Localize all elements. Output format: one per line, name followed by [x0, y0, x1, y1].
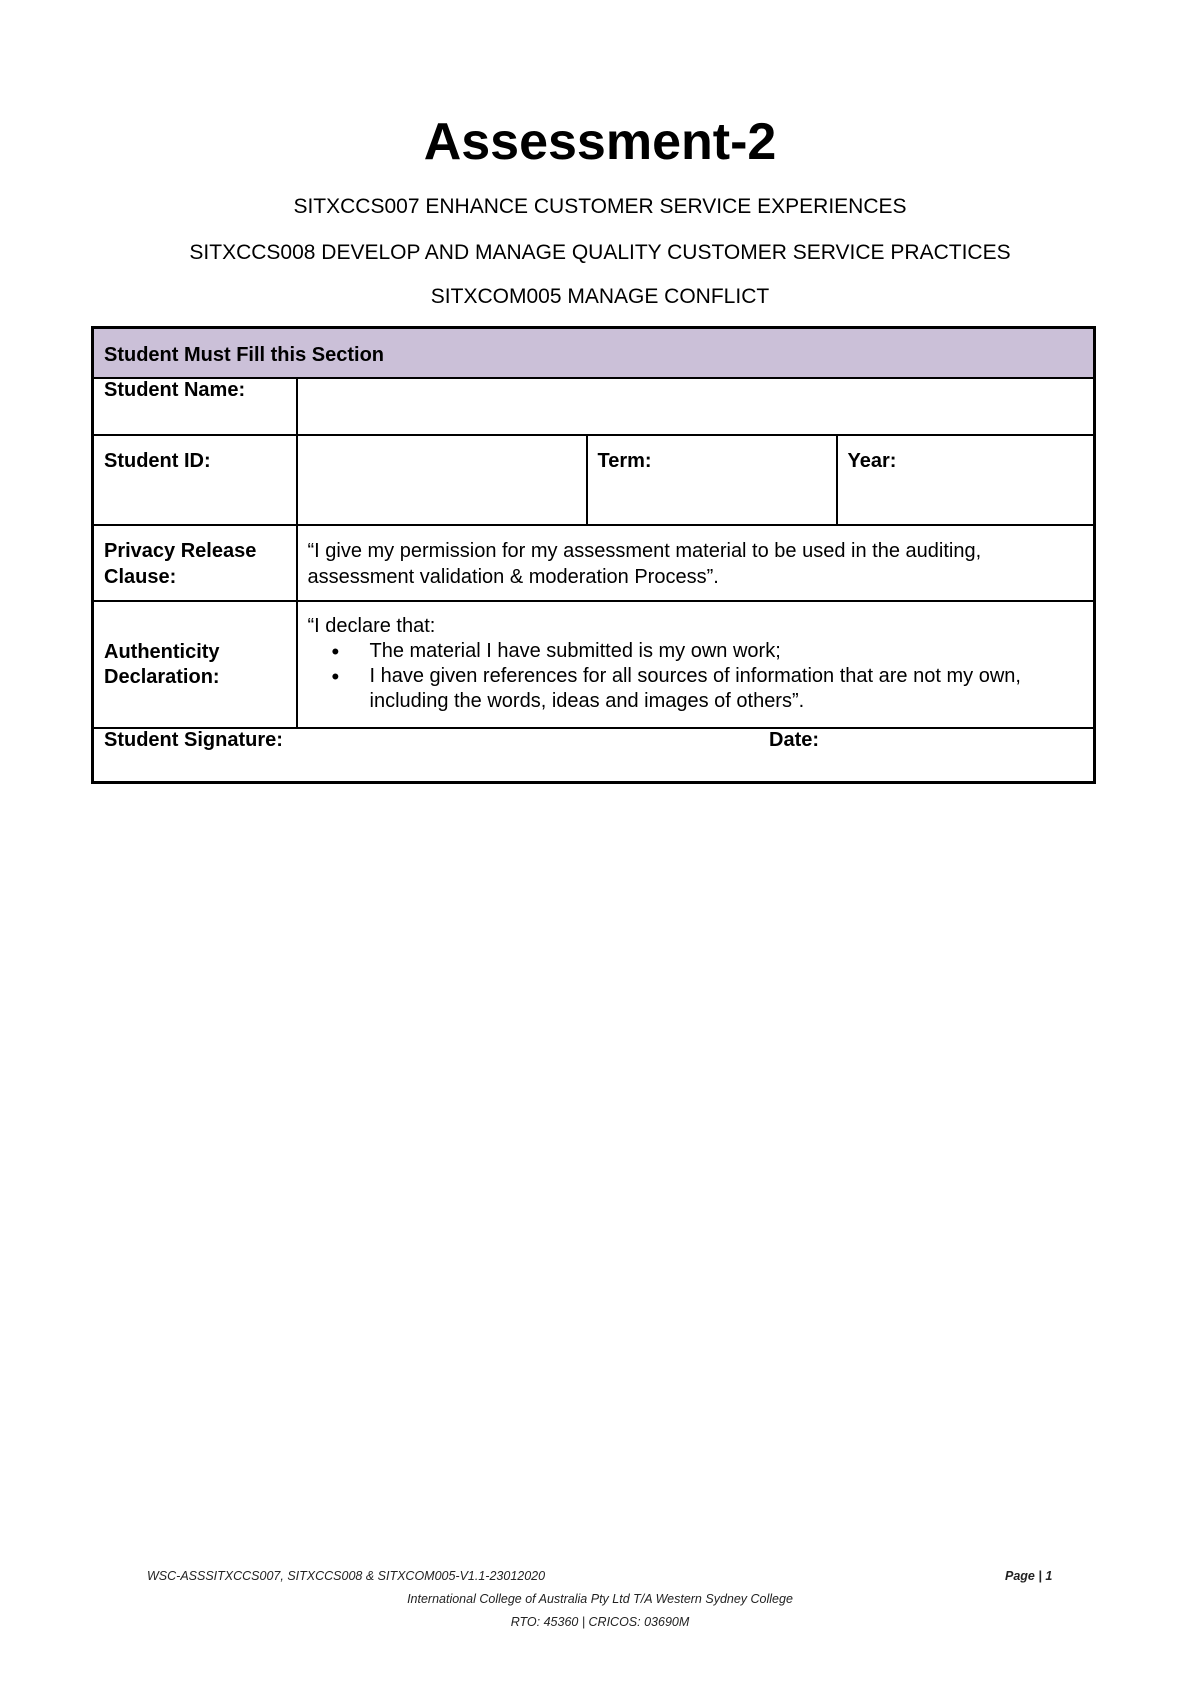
signature-row[interactable]: [93, 728, 1095, 783]
authenticity-label-line2: Declaration:: [104, 665, 220, 688]
footer-page-number: Page | 1: [1005, 1569, 1053, 1583]
declaration-list: [308, 639, 1084, 714]
privacy-label: [93, 525, 297, 601]
footer-rto: RTO: 45360 | CRICOS: 03690M: [510, 1615, 690, 1629]
authenticity-label-line1: Authenticity: [104, 640, 220, 663]
unit-title-3: SITXCOM005 MANAGE CONFLICT: [430, 285, 770, 308]
year-label: Year:: [847, 450, 897, 472]
privacy-clause-text: [297, 525, 1095, 601]
date-label: Date:: [769, 729, 820, 751]
student-id-label: Student ID:: [93, 435, 297, 525]
student-details-table: [91, 326, 1096, 784]
privacy-text-line1: “I give my permission for my assessment material to be used in the auditing,: [307, 540, 982, 562]
declare-intro: “I declare that:: [307, 615, 436, 637]
footer-org-name: International College of Australia Pty Ltd T/A Western Sydney College: [407, 1592, 793, 1606]
declaration-item: • I have given references for all sources of information that are not my own, including the words, ideas and images of others”.: [370, 664, 1084, 714]
unit-title-2: SITXCCS008 DEVELOP AND MANAGE QUALITY CUSTOMER SERVICE PRACTICES: [189, 241, 1011, 264]
student-name-label: Student Name:: [93, 378, 297, 435]
section-header: Student Must Fill this Section: [93, 328, 1095, 379]
term-field[interactable]: [587, 435, 837, 525]
privacy-label-line2: Clause:: [104, 566, 177, 588]
term-label: Term:: [597, 450, 652, 472]
footer-doc-code: WSC-ASSSITXCCS007, SITXCCS008 & SITXCOM005-V1.1-23012020: [147, 1569, 546, 1583]
student-id-field[interactable]: [297, 435, 587, 525]
signature-label: Student Signature:: [104, 729, 283, 751]
student-name-field[interactable]: [297, 378, 1095, 435]
page-title: Assessment-2: [423, 113, 777, 171]
year-field[interactable]: [837, 435, 1095, 525]
unit-title-1: SITXCCS007 ENHANCE CUSTOMER SERVICE EXPERIENCES: [293, 195, 907, 218]
privacy-label-line1: Privacy Release: [104, 540, 257, 562]
privacy-text-line2: assessment validation & moderation Process”.: [307, 566, 719, 588]
declaration-item: • The material I have submitted is my own work;: [370, 639, 1084, 664]
authenticity-declaration-text: [297, 601, 1095, 728]
authenticity-label: [93, 601, 297, 728]
